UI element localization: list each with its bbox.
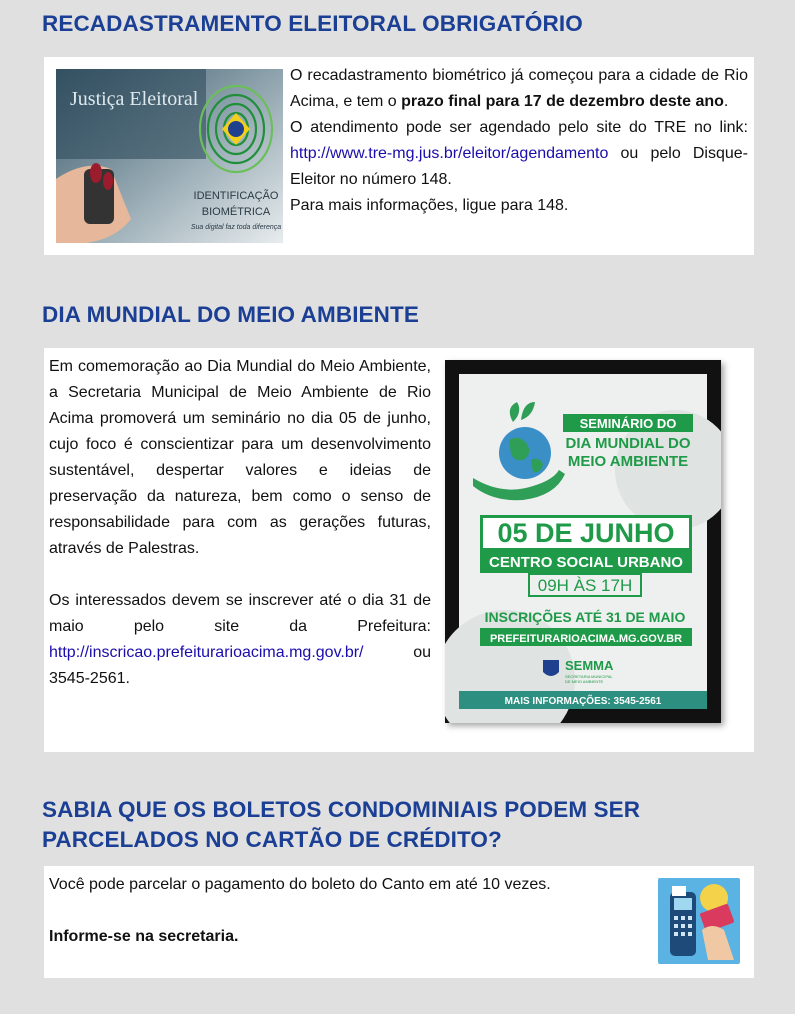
poster-date: 05 DE JUNHO (497, 518, 675, 548)
heading-meio-ambiente: DIA MUNDIAL DO MEIO AMBIENTE (42, 302, 419, 327)
boletos-paragraph-2: Informe-se na secretaria. (49, 928, 239, 945)
biometrica-text: BIOMÉTRICA (201, 206, 271, 218)
heading-boletos (42, 795, 640, 855)
justica-text: Justiça Eleitoral (70, 88, 199, 110)
heading-boletos-line1: SABIA QUE OS BOLETOS CONDOMINIAIS PODEM SER (42, 797, 641, 822)
card-machine-icon (658, 878, 740, 964)
poster-line2: DIA MUNDIAL DO (565, 435, 691, 452)
inscricao-link[interactable]: http://inscricao.prefeiturarioacima.mg.gov.br/ (49, 644, 364, 661)
poster-semma: SEMMA (565, 658, 614, 673)
recad-p1-end: . (723, 93, 729, 110)
deadline-bold: prazo final para 17 de dezembro deste ano (401, 93, 724, 110)
boletos-card (44, 866, 754, 978)
meio-ambiente-paragraph-1: Em comemoração ao Dia Mundial do Meio Ambiente, a Secretaria Municipal de Meio Ambiente de Rio Acima promoverá um seminário no dia 05 de junho, cujo foco é conscientizar para um desenvolvimento sustentável, despertar valores e ideias de preservação da natureza, bem como o senso de responsabilidade para com as gerações futuras, através de Palestras. (49, 358, 431, 557)
heading-recadastramento: RECADASTRAMENTO ELEITORAL OBRIGATÓRIO (42, 11, 583, 36)
identificacao-text: IDENTIFICAÇÃO (193, 190, 279, 202)
meio-ambiente-card (44, 348, 754, 752)
poster-footer: MAIS INFORMAÇÕES: 3545-2561 (504, 696, 662, 707)
recad-paragraph-3: Para mais informações, ligue para 148. (290, 197, 569, 214)
boletos-paragraph-1: Você pode parcelar o pagamento do boleto do Canto em até 10 vezes. (49, 876, 551, 893)
poster-site: PREFEITURARIOACIMA.MG.GOV.BR (489, 633, 683, 645)
seminario-poster-image (445, 360, 721, 723)
recad-paragraph-2: O atendimento pode ser agendado pelo site do TRE no link: (290, 119, 748, 136)
biometric-fingerprint-image (56, 69, 283, 243)
poster-time: 09H ÀS 17H (537, 576, 633, 595)
boletos-text (49, 872, 629, 950)
heading-boletos-line2: PARCELADOS NO CARTÃO DE CRÉDITO? (42, 827, 502, 852)
poster-line3: MEIO AMBIENTE (567, 453, 689, 470)
recadastramento-card (44, 57, 754, 255)
tre-agendamento-link[interactable]: http://www.tre-mg.jus.br/eleitor/agendamento (290, 145, 609, 162)
poster-semma-sub1: SECRETARIA MUNICIPAL (565, 674, 613, 679)
meio-ambiente-text (49, 354, 431, 692)
poster-deadline: INSCRIÇÕES ATÉ 31 DE MAIO (484, 609, 686, 625)
recad-p2-end: ou pelo Disque-Eleitor no número 148. (290, 145, 748, 188)
recad-paragraph-1: O recadastramento biométrico já começou para a cidade de Rio Acima, e tem o (290, 67, 748, 110)
poster-place: CENTRO SOCIAL URBANO (489, 554, 683, 571)
poster-line1: SEMINÁRIO DO (579, 416, 677, 431)
recadastramento-text (290, 63, 748, 219)
meio-ambiente-p2-end: ou 3545-2561. (49, 644, 431, 687)
slogan-text: Sua digital faz toda diferença (190, 224, 282, 231)
poster-semma-sub2: DE MEIO AMBIENTE (565, 679, 604, 684)
meio-ambiente-paragraph-2: Os interessados devem se inscrever até o dia 31 de maio pelo site da Prefeitura: (49, 592, 431, 635)
